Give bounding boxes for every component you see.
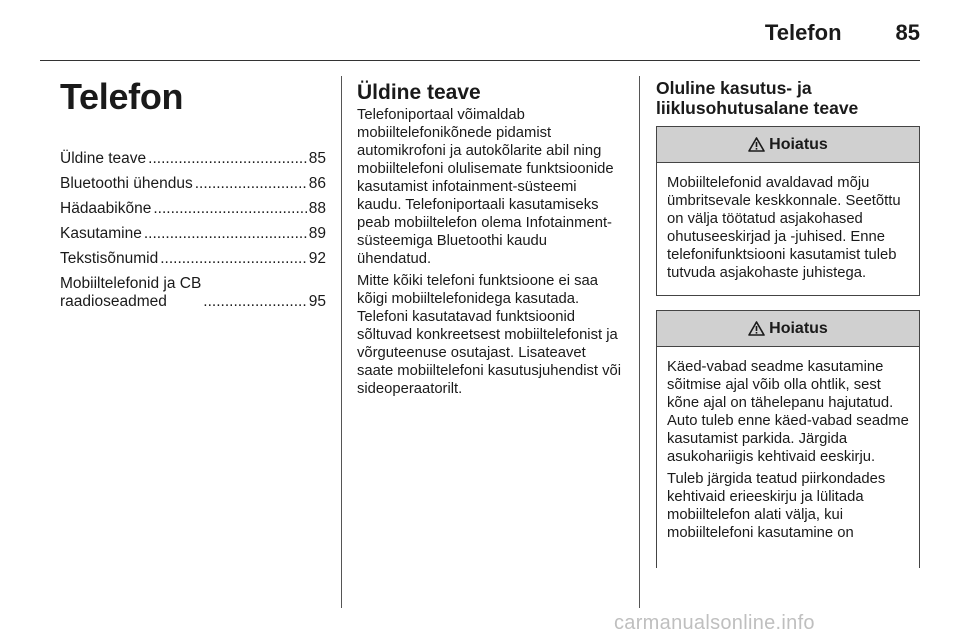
toc-item[interactable]	[60, 275, 326, 311]
section-title-safety: Oluline kasutus- ja liiklusohutusalane teave	[656, 78, 859, 118]
warning-box-1	[656, 126, 920, 296]
warning-text-1: Käed-vabad seadme kasutamine sõitmise ajal võib olla ohtlik, sest kõne ajal on tähelepanu hajutatud. Auto tuleb enne käed-vabad seadme kasutamist parkida. Järgida asukohariigis kehtivaid eeskirju.	[667, 359, 909, 465]
toc-page: 89	[308, 225, 326, 242]
warning-box-2	[656, 310, 920, 568]
warning-body	[657, 163, 919, 295]
warning-heading-text: Hoiatus	[769, 319, 828, 337]
toc-label: Tekstisõnumid	[60, 250, 159, 267]
general-paragraph-1: Telefoniportaal võimaldab mobiiltelefonikõnede pidamist automikrofoni ja autokõlarite abil ning mobiiltelefoni olulisemate funktsioonide kasutamist infotainment-süsteemi kaudu. Telefoniportaali kasutamiseks peab mobiiltelefon olema Infotainment-süsteemiga Bluetoothi kaudu ühendatud.	[357, 107, 614, 267]
column-divider-1	[341, 76, 342, 608]
warning-header	[657, 127, 919, 163]
toc-page: 95	[308, 293, 326, 310]
warning-triangle-icon	[748, 137, 765, 152]
running-header	[765, 20, 920, 46]
table-of-contents	[60, 150, 326, 311]
warning-text-2: Tuleb järgida teatud piirkondades kehtivaid erieeskirju ja lülitada mobiiltelefon alati välja, kui mobiiltelefoni kasutamine on	[667, 471, 886, 541]
section-title-general: Üldine teave	[357, 81, 481, 104]
toc-item[interactable]	[60, 150, 326, 168]
warning-header	[657, 311, 919, 347]
toc-item[interactable]	[60, 175, 326, 193]
toc-page: 85	[308, 150, 326, 167]
toc-leader	[195, 175, 307, 193]
header-section-title: Telefon	[764, 20, 842, 45]
toc-item[interactable]	[60, 200, 326, 218]
warning-triangle-icon	[748, 321, 765, 336]
toc-leader	[153, 200, 306, 218]
toc-page: 92	[308, 250, 326, 267]
toc-leader	[144, 225, 307, 243]
general-paragraph-2: Mitte kõiki telefoni funktsioone ei saa kõigi mobiiltelefonidega kasutada. Telefoni kasutatavad funktsioonid sõltuvad konkreetsest mobiiltelefonist ja võrguteenuse osutajast. Lisateavet saate mobiiltelefoni kasutusjuhendist või sideoperaatorilt.	[357, 273, 622, 397]
toc-leader	[203, 293, 306, 311]
general-info-column	[357, 82, 625, 402]
toc-label: Bluetoothi ühendus	[60, 175, 193, 192]
safety-column	[656, 78, 920, 568]
column-divider-2	[639, 76, 640, 608]
toc-page: 86	[308, 175, 326, 192]
warning-body	[657, 347, 919, 555]
toc-label: Kasutamine	[60, 225, 142, 242]
chapter-title: Telefon	[60, 76, 184, 117]
toc-label: Üldine teave	[60, 150, 147, 167]
toc-label: Hädaabikõne	[60, 200, 152, 217]
toc-item[interactable]	[60, 225, 326, 243]
warning-text: Mobiiltelefonid avaldavad mõju ümbritsevale keskkonnale. Seetõttu on välja töötatud asjakohased ohutuseeskirjad ja -juhised. Enne telefonifunktsiooni kasutamist tuleb tutvuda asjakohaste juhistega.	[667, 175, 901, 281]
toc-column	[60, 70, 326, 318]
toc-leader	[160, 250, 307, 268]
warning-heading-text: Hoiatus	[769, 135, 828, 153]
header-rule	[40, 60, 920, 61]
toc-page: 88	[308, 200, 326, 217]
header-page-number: 85	[895, 20, 920, 45]
watermark: carmanualsonline.info	[614, 612, 815, 634]
toc-leader	[148, 150, 307, 168]
toc-item[interactable]	[60, 250, 326, 268]
toc-label: Mobiiltelefonid ja CB raadioseadmed	[60, 275, 202, 310]
